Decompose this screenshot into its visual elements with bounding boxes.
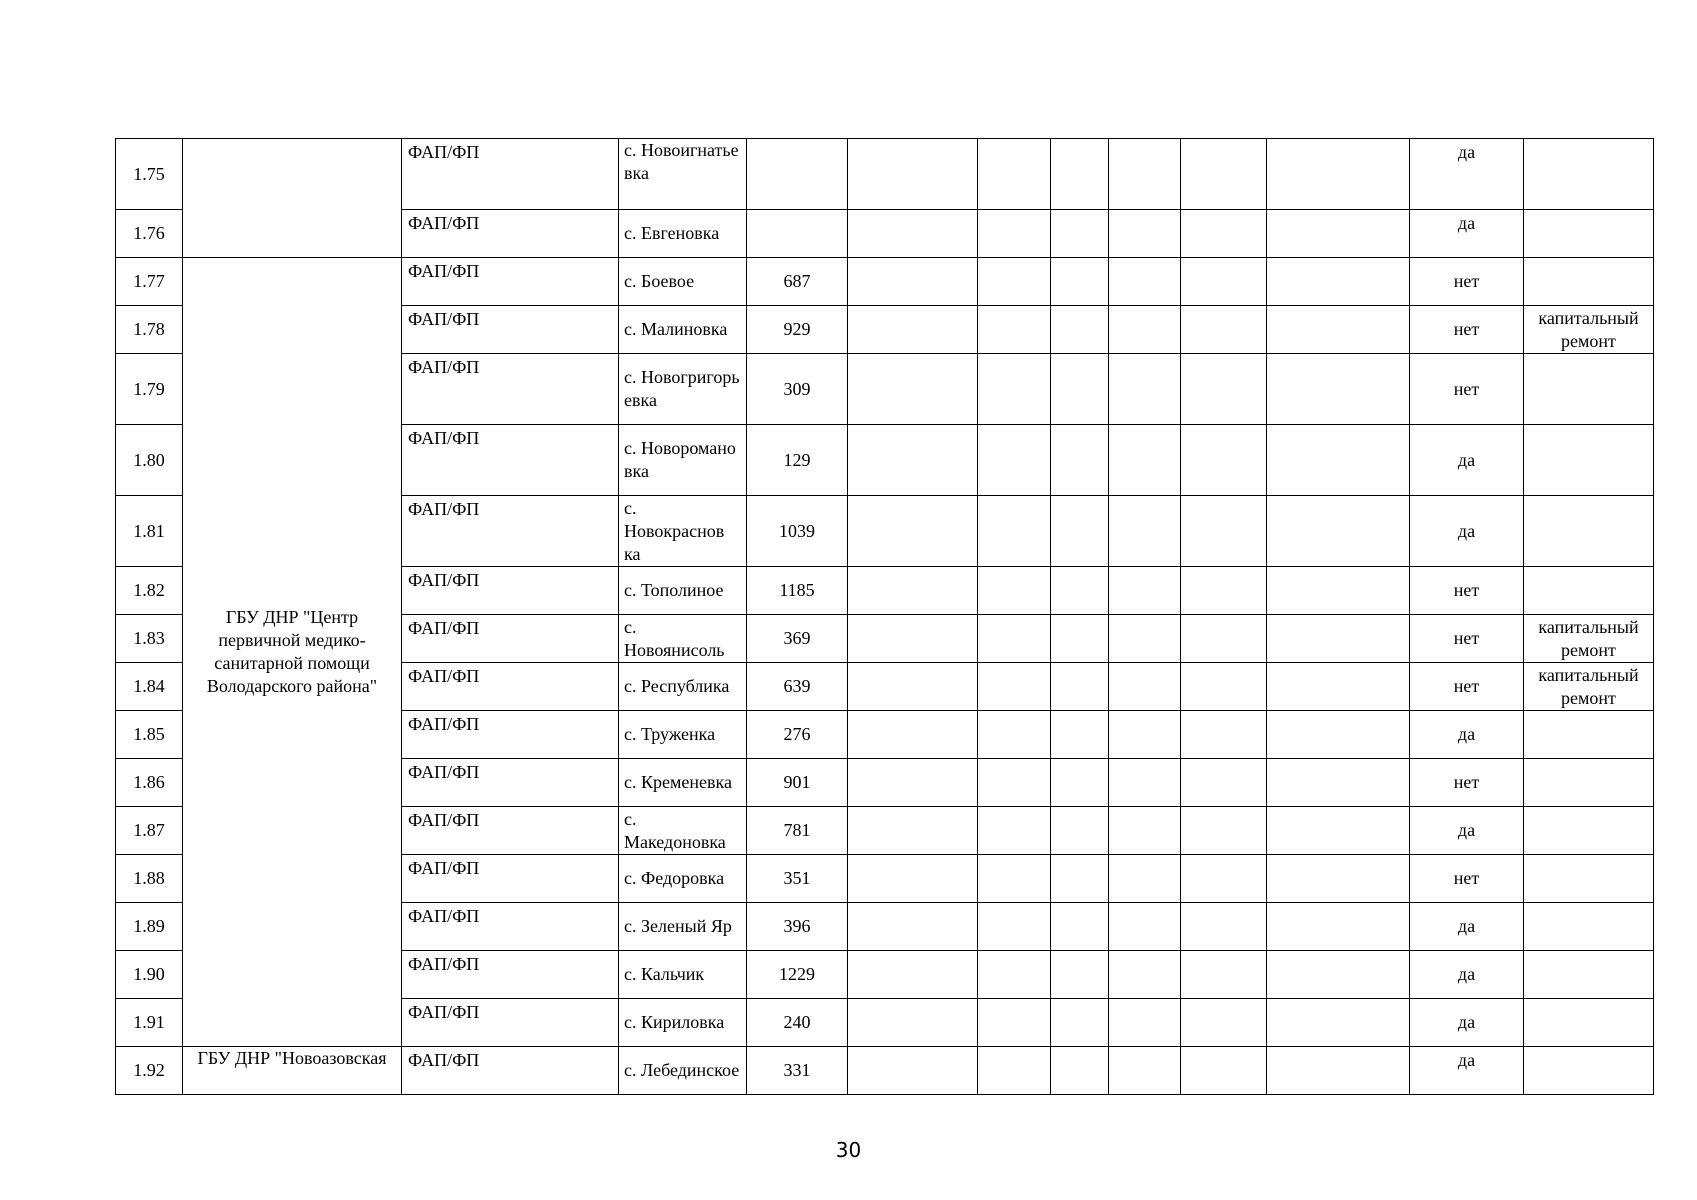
settlement-name: с. Боевое [619,258,747,306]
settlement-name: с. Евгеновка [619,210,747,258]
empty-cell [978,807,1051,855]
empty-cell [1267,567,1410,615]
facility-type: ФАП/ФП [402,210,619,258]
repair-note [1524,807,1654,855]
empty-cell [1267,807,1410,855]
facility-type: ФАП/ФП [402,711,619,759]
empty-cell [1109,903,1181,951]
row-number: 1.89 [116,903,183,951]
empty-cell [1267,139,1410,210]
empty-cell [978,903,1051,951]
empty-cell [978,425,1051,496]
empty-cell [1267,210,1410,258]
empty-cell [1109,354,1181,425]
empty-cell [1181,425,1267,496]
empty-cell [1267,496,1410,567]
facility-type: ФАП/ФП [402,663,619,711]
facility-type: ФАП/ФП [402,258,619,306]
empty-cell [1109,306,1181,354]
row-number: 1.81 [116,496,183,567]
empty-cell [1051,496,1109,567]
population-value: 309 [747,354,848,425]
empty-cell [1109,425,1181,496]
repair-note: капитальный ремонт [1524,306,1654,354]
settlement-name: с. Труженка [619,711,747,759]
table-row [116,258,1654,306]
empty-cell [1109,1047,1181,1095]
repair-note [1524,258,1654,306]
empty-cell [978,496,1051,567]
empty-cell [1109,711,1181,759]
empty-cell [848,567,978,615]
empty-cell [1109,210,1181,258]
status-flag: да [1410,999,1524,1047]
empty-cell [848,951,978,999]
empty-cell [1051,999,1109,1047]
row-number: 1.90 [116,951,183,999]
settlement-name: с. Македоновка [619,807,747,855]
status-flag: да [1410,951,1524,999]
repair-note: капитальный ремонт [1524,615,1654,663]
empty-cell [848,855,978,903]
population-value: 929 [747,306,848,354]
empty-cell [1181,1047,1267,1095]
facility-type: ФАП/ФП [402,1047,619,1095]
repair-note [1524,951,1654,999]
population-value: 396 [747,903,848,951]
empty-cell [1051,1047,1109,1095]
facility-type: ФАП/ФП [402,807,619,855]
empty-cell [1181,807,1267,855]
empty-cell [978,567,1051,615]
empty-cell [1267,711,1410,759]
settlement-name: с. Республика [619,663,747,711]
empty-cell [1267,1047,1410,1095]
empty-cell [1181,903,1267,951]
empty-cell [1051,258,1109,306]
empty-cell [848,354,978,425]
empty-cell [848,1047,978,1095]
repair-note: капитальный ремонт [1524,663,1654,711]
empty-cell [1051,567,1109,615]
status-flag: нет [1410,354,1524,425]
empty-cell [978,663,1051,711]
facilities-table [115,138,1654,1095]
empty-cell [1267,999,1410,1047]
row-number: 1.85 [116,711,183,759]
empty-cell [1051,759,1109,807]
empty-cell [1051,615,1109,663]
population-value: 276 [747,711,848,759]
population-value: 901 [747,759,848,807]
settlement-name: с. Кириловка [619,999,747,1047]
empty-cell [1267,759,1410,807]
empty-cell [848,711,978,759]
settlement-name: с. Кременевка [619,759,747,807]
empty-cell [1181,354,1267,425]
settlement-name: с. Зеленый Яр [619,903,747,951]
population-value: 781 [747,807,848,855]
empty-cell [1181,951,1267,999]
empty-cell [978,1047,1051,1095]
empty-cell [978,615,1051,663]
status-flag: да [1410,139,1524,210]
empty-cell [848,258,978,306]
empty-cell [1109,759,1181,807]
status-flag: нет [1410,855,1524,903]
empty-cell [1181,855,1267,903]
empty-cell [1181,663,1267,711]
organization-name: ГБУ ДНР "Центр первичной медико-санитарной помощи Володарского района" [183,258,402,1047]
empty-cell [1051,354,1109,425]
table-row [116,1047,1654,1095]
facility-type: ФАП/ФП [402,759,619,807]
empty-cell [1109,496,1181,567]
empty-cell [848,759,978,807]
settlement-name: с. Новоигнатье вка [619,139,747,210]
empty-cell [1181,306,1267,354]
repair-note [1524,855,1654,903]
empty-cell [1181,210,1267,258]
empty-cell [978,855,1051,903]
population-value: 639 [747,663,848,711]
row-number: 1.79 [116,354,183,425]
empty-cell [1267,903,1410,951]
empty-cell [978,354,1051,425]
settlement-name: с. Новокраснов ка [619,496,747,567]
facility-type: ФАП/ФП [402,139,619,210]
facility-type: ФАП/ФП [402,496,619,567]
empty-cell [1181,258,1267,306]
row-number: 1.80 [116,425,183,496]
status-flag: да [1410,496,1524,567]
facility-type: ФАП/ФП [402,951,619,999]
empty-cell [848,807,978,855]
empty-cell [1181,567,1267,615]
population-value [747,139,848,210]
facility-type: ФАП/ФП [402,903,619,951]
empty-cell [1267,663,1410,711]
empty-cell [1109,615,1181,663]
empty-cell [1109,807,1181,855]
empty-cell [978,759,1051,807]
empty-cell [1181,759,1267,807]
empty-cell [1051,855,1109,903]
empty-cell [1267,951,1410,999]
empty-cell [1051,903,1109,951]
facility-type: ФАП/ФП [402,425,619,496]
row-number: 1.83 [116,615,183,663]
population-value: 1039 [747,496,848,567]
empty-cell [1051,711,1109,759]
status-flag: да [1410,807,1524,855]
empty-cell [978,139,1051,210]
empty-cell [1109,139,1181,210]
facility-type: ФАП/ФП [402,354,619,425]
facility-type: ФАП/ФП [402,999,619,1047]
empty-cell [848,306,978,354]
settlement-name: с. Кальчик [619,951,747,999]
status-flag: да [1410,903,1524,951]
empty-cell [1051,425,1109,496]
empty-cell [1051,951,1109,999]
population-value: 1185 [747,567,848,615]
repair-note [1524,711,1654,759]
row-number: 1.91 [116,999,183,1047]
population-value: 369 [747,615,848,663]
empty-cell [1051,139,1109,210]
settlement-name: с. Тополиное [619,567,747,615]
empty-cell [1267,354,1410,425]
population-value: 1229 [747,951,848,999]
facility-type: ФАП/ФП [402,306,619,354]
empty-cell [848,425,978,496]
page-number: 30 [835,1138,862,1162]
empty-cell [1181,139,1267,210]
settlement-name: с. Федоровка [619,855,747,903]
repair-note [1524,139,1654,210]
empty-cell [1181,615,1267,663]
row-number: 1.87 [116,807,183,855]
settlement-name: с. Лебединское [619,1047,747,1095]
facility-type: ФАП/ФП [402,615,619,663]
population-value: 351 [747,855,848,903]
organization-cell [183,139,402,258]
repair-note [1524,903,1654,951]
status-flag: нет [1410,759,1524,807]
row-number: 1.82 [116,567,183,615]
population-value: 331 [747,1047,848,1095]
repair-note [1524,354,1654,425]
row-number: 1.75 [116,139,183,210]
population-value: 240 [747,999,848,1047]
row-number: 1.77 [116,258,183,306]
empty-cell [1051,306,1109,354]
repair-note [1524,210,1654,258]
empty-cell [978,210,1051,258]
empty-cell [1267,615,1410,663]
row-number: 1.84 [116,663,183,711]
organization-name: ГБУ ДНР "Новоазовская [183,1047,402,1095]
population-value: 129 [747,425,848,496]
empty-cell [1051,210,1109,258]
row-number: 1.88 [116,855,183,903]
population-value [747,210,848,258]
empty-cell [1181,999,1267,1047]
empty-cell [1109,567,1181,615]
empty-cell [1267,306,1410,354]
status-flag: да [1410,711,1524,759]
empty-cell [1181,711,1267,759]
empty-cell [848,999,978,1047]
settlement-name: с. Новогригорь евка [619,354,747,425]
repair-note [1524,567,1654,615]
empty-cell [978,999,1051,1047]
row-number: 1.78 [116,306,183,354]
settlement-name: с. Новоянисоль [619,615,747,663]
empty-cell [1051,663,1109,711]
empty-cell [1109,663,1181,711]
repair-note [1524,425,1654,496]
empty-cell [1109,951,1181,999]
empty-cell [848,663,978,711]
empty-cell [978,258,1051,306]
empty-cell [1267,425,1410,496]
empty-cell [1109,999,1181,1047]
empty-cell [848,903,978,951]
repair-note [1524,999,1654,1047]
settlement-name: с. Малиновка [619,306,747,354]
status-flag: нет [1410,306,1524,354]
facility-type: ФАП/ФП [402,855,619,903]
status-flag: нет [1410,258,1524,306]
table-row [116,139,1654,210]
empty-cell [978,711,1051,759]
empty-cell [848,210,978,258]
status-flag: нет [1410,615,1524,663]
empty-cell [848,615,978,663]
status-flag: нет [1410,567,1524,615]
status-flag: да [1410,1047,1524,1095]
settlement-name: с. Новороманo вка [619,425,747,496]
empty-cell [1267,258,1410,306]
empty-cell [1267,855,1410,903]
status-flag: нет [1410,663,1524,711]
empty-cell [848,496,978,567]
status-flag: да [1410,425,1524,496]
empty-cell [1109,855,1181,903]
repair-note [1524,759,1654,807]
row-number: 1.76 [116,210,183,258]
empty-cell [848,139,978,210]
empty-cell [1181,496,1267,567]
empty-cell [978,951,1051,999]
status-flag: да [1410,210,1524,258]
empty-cell [1109,258,1181,306]
row-number: 1.92 [116,1047,183,1095]
empty-cell [1051,807,1109,855]
repair-note [1524,1047,1654,1095]
repair-note [1524,496,1654,567]
population-value: 687 [747,258,848,306]
facility-type: ФАП/ФП [402,567,619,615]
row-number: 1.86 [116,759,183,807]
empty-cell [978,306,1051,354]
